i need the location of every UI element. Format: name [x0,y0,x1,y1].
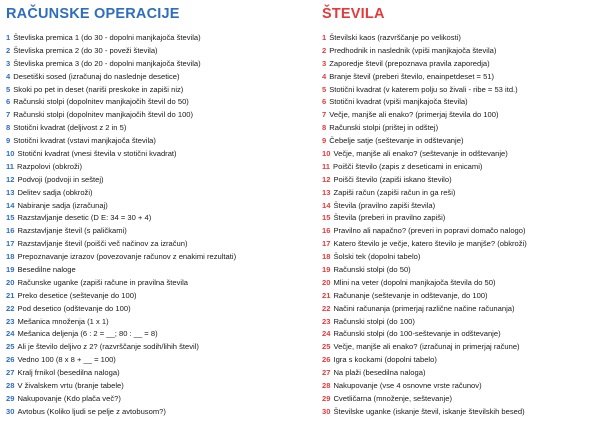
item-label: Besedilne naloge [17,265,76,275]
item-label: Ali je število deljivo z 2? (razvrščanje sodih/lihih števil) [17,342,199,352]
item-number: 15 [322,213,331,223]
left-list-item[interactable] [6,251,312,264]
right-list-item[interactable] [322,32,596,45]
left-list-item[interactable] [6,187,312,200]
item-number: 28 [6,381,15,391]
item-number: 23 [322,316,331,326]
item-label: Delitev sadja (obkroži) [17,187,93,197]
item-number: 14 [322,200,331,210]
item-label: Avtobus (Koliko ljudi se pelje z avtobusom?) [17,406,166,416]
item-number: 30 [6,406,15,416]
item-number: 13 [322,187,331,197]
item-number: 21 [322,290,331,300]
item-number: 30 [322,406,331,416]
item-label: Razstavljanje desetic (D E: 34 = 30 + 4) [17,213,152,223]
item-label: Razstavljanje števil (poišči več načinov za izračun) [17,239,188,249]
item-number: 9 [6,136,11,146]
item-label: Na plaži (besedilna naloga) [333,368,426,378]
item-number: 23 [6,316,15,326]
item-label: Računski stolpi (dopolnitev manjkajočih števil do 50) [13,97,189,107]
item-number: 11 [6,161,15,171]
item-label: Desetiški sosed (izračunaj do naslednje desetice) [13,71,180,81]
item-number: 29 [322,393,331,403]
left-list-item[interactable] [6,200,312,213]
left-list-item[interactable] [6,341,312,354]
right-list-item[interactable] [322,290,596,303]
left-column [6,6,312,419]
right-list-item[interactable] [322,225,596,238]
item-label: Mešanica množenja (1 x 1) [17,316,109,326]
right-list-item[interactable] [322,187,596,200]
item-number: 8 [322,123,327,133]
left-list-item[interactable] [6,303,312,316]
left-list-item[interactable] [6,406,312,419]
item-label: Mešanica deljenja (6 : 2 = __; 80 : __ = 8) [17,329,158,339]
item-label: Računske uganke (zapiši račune in pravilna števila [17,277,188,287]
item-label: Predhodnik in naslednik (vpiši manjkajoča števila) [329,45,497,55]
item-number: 27 [6,368,15,378]
item-label: Cvetličarna (množenje, seštevanje) [333,393,453,403]
right-list-item[interactable] [322,122,596,135]
item-label: Načini računanja (primerjaj različne načine računanja) [333,303,515,313]
item-label: Igra s kockami (dopolni tabelo) [333,355,437,365]
item-label: Kralj frnikol (besedilna naloga) [17,368,120,378]
right-list-item[interactable] [322,251,596,264]
item-label: Katero število je večje, katero število je manjše? (obkroži) [333,239,527,249]
right-list-item[interactable] [322,367,596,380]
right-list-item[interactable] [322,71,596,84]
item-label: Nakupovanje (Kdo plača več?) [17,393,121,403]
item-number: 12 [6,174,15,184]
left-list-item[interactable] [6,84,312,97]
item-label: Številski kaos (razvrščanje po velikosti) [329,33,461,42]
item-label: Nakupovanje (vse 4 osnovne vrste računov) [333,381,482,391]
item-number: 12 [322,174,331,184]
item-number: 28 [322,381,331,391]
item-label: Zaporedje števil (prepoznava pravila zaporedja) [329,58,490,68]
item-number: 25 [6,342,15,352]
right-list-item[interactable] [322,354,596,367]
item-label: Prepoznavanje izrazov (povezovanje računov z enakimi rezultati) [17,252,237,262]
item-number: 7 [6,110,11,120]
item-label: Števila (preberi in pravilno zapiši) [333,213,446,223]
right-list-item[interactable] [322,135,596,148]
item-label: Pod desetico (odštevanje do 100) [17,303,131,313]
item-label: Računski stolpi (prištej in odštej) [329,123,439,133]
left-list-item[interactable] [6,264,312,277]
left-list-item[interactable] [6,96,312,109]
item-label: Skoki po pet in deset (nariši preskoke in zapiši niz) [13,84,184,94]
right-list-item[interactable] [322,393,596,406]
item-number: 7 [322,110,327,120]
left-list-item[interactable] [6,328,312,341]
item-number: 4 [322,71,327,81]
item-label: Računski stolpi (dopolnitev manjkajočih števil do 100) [13,110,194,120]
item-label: Stotični kvadrat (v katerem polju so živali - ribe = 53 itd.) [329,84,518,94]
left-list-item[interactable] [6,238,312,251]
right-list-item[interactable] [322,109,596,122]
item-number: 29 [6,393,15,403]
item-label: Stotični kvadrat (vpiši manjkajoča števila) [329,97,468,107]
item-number: 3 [6,58,11,68]
right-list-item[interactable] [322,328,596,341]
item-number: 15 [6,213,15,223]
left-list-item[interactable] [6,380,312,393]
item-number: 17 [6,239,15,249]
item-label: Zapiši račun (zapiši račun in ga reši) [333,187,456,197]
right-list-item[interactable] [322,277,596,290]
item-number: 20 [322,277,331,287]
item-number: 13 [6,187,15,197]
item-label: Števliska premica 2 (do 30 - poveži števila) [13,45,158,55]
left-list-item[interactable] [6,212,312,225]
left-list-item[interactable] [6,393,312,406]
item-number: 18 [322,252,331,262]
item-label: Poišči število (zapis z deseticami in enicami) [333,161,483,171]
item-label: V živalskem vrtu (branje tabele) [17,381,124,391]
item-label: Stotični kvadrat (deljivost z 2 in 5) [13,123,127,133]
item-number: 17 [322,239,331,249]
item-number: 19 [6,265,15,275]
left-list-item[interactable] [6,71,312,84]
item-number: 5 [322,84,327,94]
left-list-item[interactable] [6,161,312,174]
right-list-item[interactable] [322,200,596,213]
right-list-item[interactable] [322,380,596,393]
item-number: 26 [6,355,15,365]
item-label: Večje, manjše ali enako? (izračunaj in primerjaj račune) [333,342,520,352]
left-list-item[interactable] [6,174,312,187]
item-number: 20 [6,277,15,287]
left-list-item[interactable] [6,122,312,135]
right-column [322,6,596,419]
item-number: 2 [6,45,11,55]
item-number: 16 [322,226,331,236]
left-column-title: RAČUNSKE OPERACIJE [6,6,180,22]
item-number: 18 [6,252,15,262]
item-number: 24 [322,329,331,339]
item-number: 14 [6,200,15,210]
left-list-item[interactable] [6,316,312,329]
item-label: Števliska premica 3 (do 20 - dopolni manjkajoča števila) [13,58,201,68]
item-label: Mlini na veter (dopolni manjkajoča števila do 50) [333,277,496,287]
item-number: 11 [322,161,331,171]
item-number: 16 [6,226,15,236]
item-label: Stotični kvadrat (vstavi manjkajoča števila) [13,136,156,146]
item-label: Vedno 100 (8 x 8 + __ = 100) [17,355,116,365]
item-label: Pravilno ali napačno? (preveri in popravi domačo nalogo) [333,226,526,236]
item-label: Šolski tek (dopolni tabelo) [333,252,421,262]
item-number: 5 [6,84,11,94]
item-label: Števila (pravilno zapiši števila) [333,200,436,210]
item-number: 10 [6,149,15,159]
left-list-item[interactable] [6,225,312,238]
item-number: 3 [322,58,327,68]
right-list-item[interactable] [322,316,596,329]
right-list-item[interactable] [322,174,596,187]
right-list-item[interactable] [322,45,596,58]
item-label: Števliska premica 1 (do 30 - dopolni manjkajoča števila) [13,33,201,42]
item-number: 9 [322,136,327,146]
item-number: 24 [6,329,15,339]
item-label: Poišči število (zapiši iskano število) [333,174,452,184]
left-item-list [6,32,312,419]
item-number: 19 [322,265,331,275]
item-label: Večje, manjše ali enako? (primerjaj števila do 100) [329,110,499,120]
right-item-list [322,32,596,419]
right-list-item[interactable] [322,406,596,419]
left-list-item[interactable] [6,277,312,290]
item-number: 6 [322,97,327,107]
item-label: Preko desetice (seštevanje do 100) [17,290,137,300]
item-label: Računski stolpi (do 50) [333,265,411,275]
left-list-item[interactable] [6,135,312,148]
item-label: Čebelje satje (seštevanje in odštevanje) [329,136,464,146]
item-label: Nabiranje sadja (izračunaj) [17,200,108,210]
left-list-item[interactable] [6,32,312,45]
item-label: Podvoji (podvoji in seštej) [17,174,104,184]
item-label: Računanje (seštevanje in odštevanje, do 100) [333,290,488,300]
item-label: Stotični kvadrat (vnesi števila v stotični kvadrat) [17,149,177,159]
left-list-item[interactable] [6,367,312,380]
item-number: 22 [322,303,331,313]
left-list-item[interactable] [6,290,312,303]
right-list-item[interactable] [322,161,596,174]
item-number: 27 [322,368,331,378]
item-number: 2 [322,45,327,55]
right-list-item[interactable] [322,212,596,225]
item-label: Razstavljanje števil (s paličkami) [17,226,127,236]
item-label: Računski stolpi (do 100) [333,316,415,326]
item-number: 21 [6,290,15,300]
item-number: 1 [6,33,11,42]
right-list-item[interactable] [322,341,596,354]
item-number: 4 [6,71,11,81]
item-label: Večje, manjše ali enako? (seštevanje in odštevanje) [333,149,508,159]
item-label: Računski stolpi (do 100-seštevanje in odštevanje) [333,329,501,339]
item-label: Številske uganke (iskanje števil, iskanje številskih besed) [333,406,525,416]
item-number: 26 [322,355,331,365]
item-number: 8 [6,123,11,133]
right-list-item[interactable] [322,96,596,109]
right-list-item[interactable] [322,84,596,97]
item-number: 6 [6,97,11,107]
right-list-item[interactable] [322,264,596,277]
item-number: 25 [322,342,331,352]
right-list-item[interactable] [322,58,596,71]
left-list-item[interactable] [6,148,312,161]
left-list-item[interactable] [6,45,312,58]
item-number: 10 [322,149,331,159]
item-label: Branje števil (preberi število, enainpetdeset = 51) [329,71,495,81]
right-list-item[interactable] [322,148,596,161]
right-list-item[interactable] [322,303,596,316]
item-label: Razpolovi (obkroži) [17,161,83,171]
item-number: 1 [322,33,327,42]
left-list-item[interactable] [6,354,312,367]
left-list-item[interactable] [6,58,312,71]
right-list-item[interactable] [322,238,596,251]
right-column-title: ŠTEVILA [322,6,385,22]
left-list-item[interactable] [6,109,312,122]
item-number: 22 [6,303,15,313]
